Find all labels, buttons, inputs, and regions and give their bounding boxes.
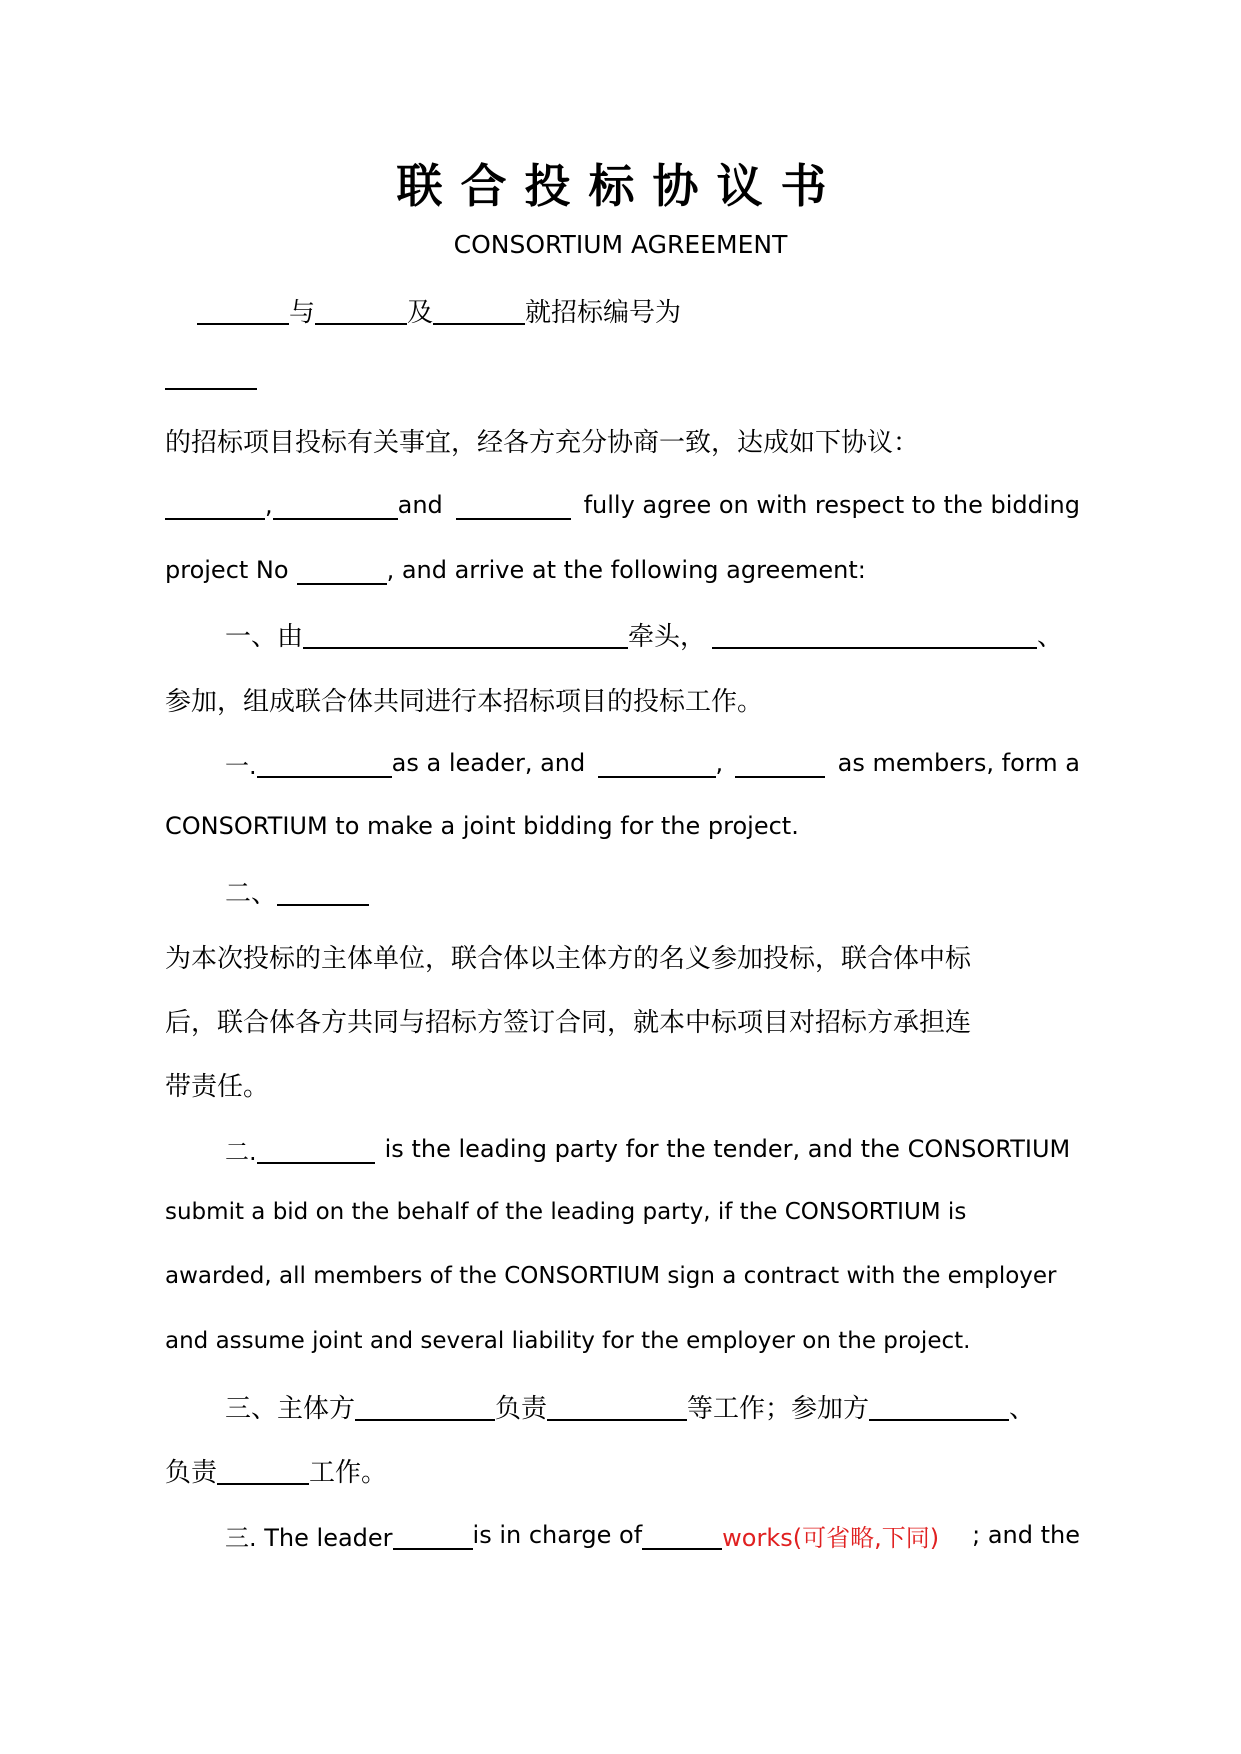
section-2-line-4	[165, 1064, 1080, 1104]
preamble-text: 就招标编号为	[525, 297, 682, 328]
preamble-en-line-1	[165, 485, 1080, 525]
section-3-en-line-1	[165, 1515, 1080, 1555]
section-2-en-line-1	[165, 1129, 1080, 1169]
preamble-text: 的招标项目投标有关事宜，经各方充分协商一致，达成如下协议：	[165, 427, 920, 458]
leader-en-duty-blank[interactable]	[642, 1520, 722, 1550]
section-3-line-2	[165, 1450, 1080, 1490]
preamble-en-text: , and arrive at the following agreement:	[386, 556, 866, 584]
party-b-en-blank[interactable]	[273, 490, 398, 520]
section-3-text: 、	[1009, 1393, 1036, 1424]
section-1-number: 一、由	[225, 621, 304, 652]
section-3-number: 三、主体方	[225, 1393, 356, 1424]
section-2-en-line-4	[165, 1321, 1080, 1361]
section-1-en-line-2	[165, 806, 1080, 846]
section-2-en-text: is the leading party for the tender, and the CONSORTIUM	[384, 1135, 1071, 1163]
member-duty-blank[interactable]	[217, 1455, 309, 1485]
section-1-text: 、	[1037, 621, 1064, 652]
section-2-number: 二、	[225, 878, 278, 909]
preamble-text: 及	[407, 297, 434, 328]
section-3-en-number: 三. The leader	[225, 1523, 393, 1552]
section-3-text: 负责	[495, 1393, 548, 1424]
party-a-en-blank[interactable]	[165, 490, 265, 520]
section-2-en-text: and assume joint and several liability for the employer on the project.	[165, 1328, 971, 1354]
party-c-en-blank[interactable]	[456, 490, 571, 520]
section-1-en-number: 一.	[225, 751, 257, 780]
section-1-en-line-1	[165, 743, 1080, 783]
preamble-text: 与	[289, 297, 316, 328]
section-2-en-line-2	[165, 1192, 1080, 1232]
section-2-line-1	[165, 871, 1080, 911]
member-party-blank[interactable]	[869, 1391, 1009, 1421]
party-b-blank[interactable]	[315, 295, 407, 325]
section-1-line-1	[165, 614, 1080, 654]
section-3-text: 工作。	[309, 1457, 388, 1488]
preamble-line-1	[165, 290, 1080, 330]
section-3-text: 等工作；参加方	[687, 1393, 870, 1424]
leader-duty-party-blank[interactable]	[355, 1391, 495, 1421]
preamble-en-text: project No	[165, 556, 289, 584]
preamble-line-3	[165, 420, 1080, 460]
project-no-blank[interactable]	[297, 555, 387, 585]
document-title: 联合投标协议书	[396, 159, 845, 213]
omittable-note: works(可省略,下同)	[722, 1523, 940, 1552]
section-2-en-number: 二.	[225, 1137, 257, 1166]
section-2-en-text: awarded, all members of the CONSORTIUM sign a contract with the employer	[165, 1263, 1057, 1289]
section-1-text: 参加，组成联合体共同进行本招标项目的投标工作。	[165, 686, 764, 717]
section-2-text: 带责任。	[165, 1071, 270, 1102]
lead-party-blank[interactable]	[277, 876, 369, 906]
preamble-en-text: and	[397, 491, 443, 519]
section-1-line-2	[165, 679, 1080, 719]
leader-blank[interactable]	[303, 619, 628, 649]
section-2-en-text: submit a bid on the behalf of the leading party, if the CONSORTIUM is	[165, 1199, 967, 1225]
bid-number-blank[interactable]	[165, 360, 257, 390]
section-1-text: 牵头，	[628, 621, 707, 652]
member-2-en-blank[interactable]	[735, 748, 825, 778]
section-3-en-text: is in charge of	[472, 1521, 643, 1549]
member-1-en-blank[interactable]	[598, 748, 716, 778]
section-2-en-line-3	[165, 1256, 1080, 1296]
section-1-en-text: as a leader, and	[391, 749, 586, 777]
member-blank[interactable]	[712, 619, 1037, 649]
section-1-en-text: CONSORTIUM to make a joint bidding for the project.	[165, 812, 799, 840]
section-3-line-1	[165, 1386, 1080, 1426]
preamble-line-2	[165, 355, 1080, 395]
preamble-en-line-2	[165, 550, 1080, 590]
preamble-en-text: ,	[265, 491, 273, 519]
document-subtitle: CONSORTIUM AGREEMENT	[453, 230, 788, 259]
section-2-text: 为本次投标的主体单位，联合体以主体方的名义参加投标，联合体中标	[165, 943, 972, 974]
section-3-en-text: ; and the	[972, 1521, 1080, 1549]
lead-party-en-blank[interactable]	[257, 1134, 375, 1164]
section-3-text: 负责	[165, 1457, 218, 1488]
section-2-text: 后，联合体各方共同与招标方签订合同，就本中标项目对招标方承担连	[165, 1007, 972, 1038]
party-c-blank[interactable]	[433, 295, 525, 325]
leader-en-duty-party-blank[interactable]	[393, 1520, 473, 1550]
section-2-line-2	[165, 936, 1080, 976]
section-2-line-3	[165, 1000, 1080, 1040]
section-1-en-text: ,	[715, 749, 724, 777]
section-1-en-text: as members, form a	[837, 749, 1080, 777]
leader-en-blank[interactable]	[257, 748, 392, 778]
leader-duty-blank[interactable]	[547, 1391, 687, 1421]
party-a-blank[interactable]	[197, 295, 289, 325]
preamble-en-text: fully agree on with respect to the bidding	[583, 491, 1080, 519]
